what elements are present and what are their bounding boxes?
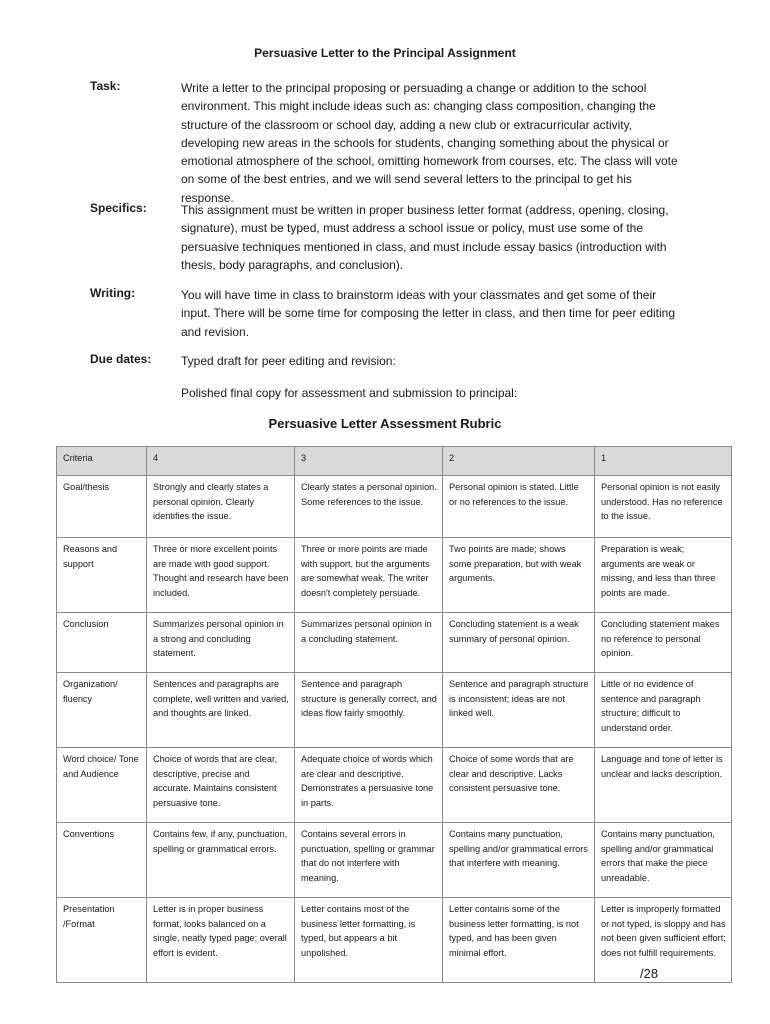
score-3-cell: Three or more points are made with support, but the arguments are somewhat weak. The writer doesn't completely persuade. xyxy=(295,538,443,613)
score-2-cell: Choice of some words that are clear and descriptive. Lacks consistent persuasive tone. xyxy=(443,748,595,823)
criteria-cell: Word choice/ Tone and Audience xyxy=(57,748,147,823)
header-score-3: 3 xyxy=(295,447,443,476)
score-2-cell: Sentence and paragraph structure is inconsistent; ideas are not linked well. xyxy=(443,673,595,748)
criteria-cell: Presentation /Format xyxy=(57,898,147,983)
rubric-header-row xyxy=(57,447,732,476)
score-3-cell: Adequate choice of words which are clear and descriptive. Demonstrates a persuasive tone in parts. xyxy=(295,748,443,823)
rubric-title: Persuasive Letter Assessment Rubric xyxy=(268,416,502,431)
final-due-text: Polished final copy for assessment and submission to principal: xyxy=(181,386,518,401)
score-3-cell: Contains several errors in punctuation, spelling or grammar that do not interfere with meaning. xyxy=(295,823,443,898)
score-1-cell: Personal opinion is not easily understood. Has no reference to the issue. xyxy=(595,476,732,538)
task-text: Write a letter to the principal proposing or persuading a change or addition to the school environment. This might include ideas such as: changing class composition, changing the structure of the classroom or school day, adding a new club or extracurricular activity, developing new areas in the schools for students, changing something about the physical or emotional atmosphere of the school, omitting homework from courses, etc. The class will vote on some of the best entries, and we will send several letters to the principal to get his response. xyxy=(181,81,678,205)
specifics-label: Specifics: xyxy=(90,201,147,215)
score-1-cell: Language and tone of letter is unclear and lacks description. xyxy=(595,748,732,823)
header-score-4: 4 xyxy=(147,447,295,476)
score-3-cell: Summarizes personal opinion in a concluding statement. xyxy=(295,613,443,673)
writing-text: You will have time in class to brainstorm ideas with your classmates and get some of their input. There will be some time for composing the letter in class, and then time for peer editing and revision. xyxy=(181,288,676,339)
criteria-cell: Conclusion xyxy=(57,613,147,673)
task-label: Task: xyxy=(90,79,121,93)
score-1-cell: Preparation is weak; arguments are weak or missing, and less than three points are made. xyxy=(595,538,732,613)
score-2-cell: Two points are made; shows some preparation, but with weak arguments. xyxy=(443,538,595,613)
table-row xyxy=(57,538,732,613)
page-title: Persuasive Letter to the Principal Assignment xyxy=(254,46,516,60)
score-2-cell: Contains many punctuation, spelling and/or grammatical errors that interfere with meaning. xyxy=(443,823,595,898)
criteria-cell: Goal/thesis xyxy=(57,476,147,538)
header-score-2: 2 xyxy=(443,447,595,476)
score-4-cell: Summarizes personal opinion in a strong and concluding statement. xyxy=(147,613,295,673)
writing-label: Writing: xyxy=(90,286,136,300)
table-row xyxy=(57,476,732,538)
score-2-cell: Letter contains some of the business letter formatting, is not typed, and has been given minimal effort. xyxy=(443,898,595,983)
rubric-table xyxy=(56,446,732,983)
table-row xyxy=(57,898,732,983)
score-2-cell: Concluding statement is a weak summary of personal opinion. xyxy=(443,613,595,673)
score-1-cell: Contains many punctuation, spelling and/or grammatical errors that make the piece unreadable. xyxy=(595,823,732,898)
criteria-cell: Conventions xyxy=(57,823,147,898)
score-4-cell: Sentences and paragraphs are complete, well written and varied, and thoughts are linked. xyxy=(147,673,295,748)
score-2-cell: Personal opinion is stated. Little or no references to the issue. xyxy=(443,476,595,538)
header-criteria: Criteria xyxy=(57,447,147,476)
total-points: /28 xyxy=(640,966,659,981)
criteria-cell: Reasons and support xyxy=(57,538,147,613)
table-row xyxy=(57,673,732,748)
score-4-cell: Three or more excellent points are made with good support. Thought and research have been included. xyxy=(147,538,295,613)
table-row xyxy=(57,613,732,673)
score-3-cell: Clearly states a personal opinion. Some references to the issue. xyxy=(295,476,443,538)
table-row xyxy=(57,748,732,823)
score-3-cell: Letter contains most of the business letter formatting, is typed, but appears a bit unpolished. xyxy=(295,898,443,983)
score-1-cell: Concluding statement makes no reference to personal opinion. xyxy=(595,613,732,673)
due-dates-label: Due dates: xyxy=(90,352,152,366)
score-3-cell: Sentence and paragraph structure is generally correct, and ideas flow fairly smoothly. xyxy=(295,673,443,748)
specifics-text: This assignment must be written in proper business letter format (address, opening, closing, signature), must be typed, must address a school issue or policy, must use some of the persuasive techniques mentioned in class, and must include essay basics (introduction with thesis, body paragraphs, and conclusion). xyxy=(181,203,669,272)
score-4-cell: Letter is in proper business format, looks balanced on a single, neatly typed page; overall effort is evident. xyxy=(147,898,295,983)
score-4-cell: Contains few, if any, punctuation, spelling or grammatical errors. xyxy=(147,823,295,898)
score-4-cell: Strongly and clearly states a personal opinion. Clearly identifies the issue. xyxy=(147,476,295,538)
header-score-1: 1 xyxy=(595,447,732,476)
score-1-cell: Letter is improperly formatted or not typed, is sloppy and has not been given sufficient effort; does not fulfill requirements. xyxy=(595,898,732,983)
score-1-cell: Little or no evidence of sentence and paragraph structure; difficult to understand order. xyxy=(595,673,732,748)
criteria-cell: Organization/ fluency xyxy=(57,673,147,748)
score-4-cell: Choice of words that are clear, descriptive, precise and accurate. Maintains consistent persuasive tone. xyxy=(147,748,295,823)
draft-due-text: Typed draft for peer editing and revision: xyxy=(181,354,396,368)
table-row xyxy=(57,823,732,898)
